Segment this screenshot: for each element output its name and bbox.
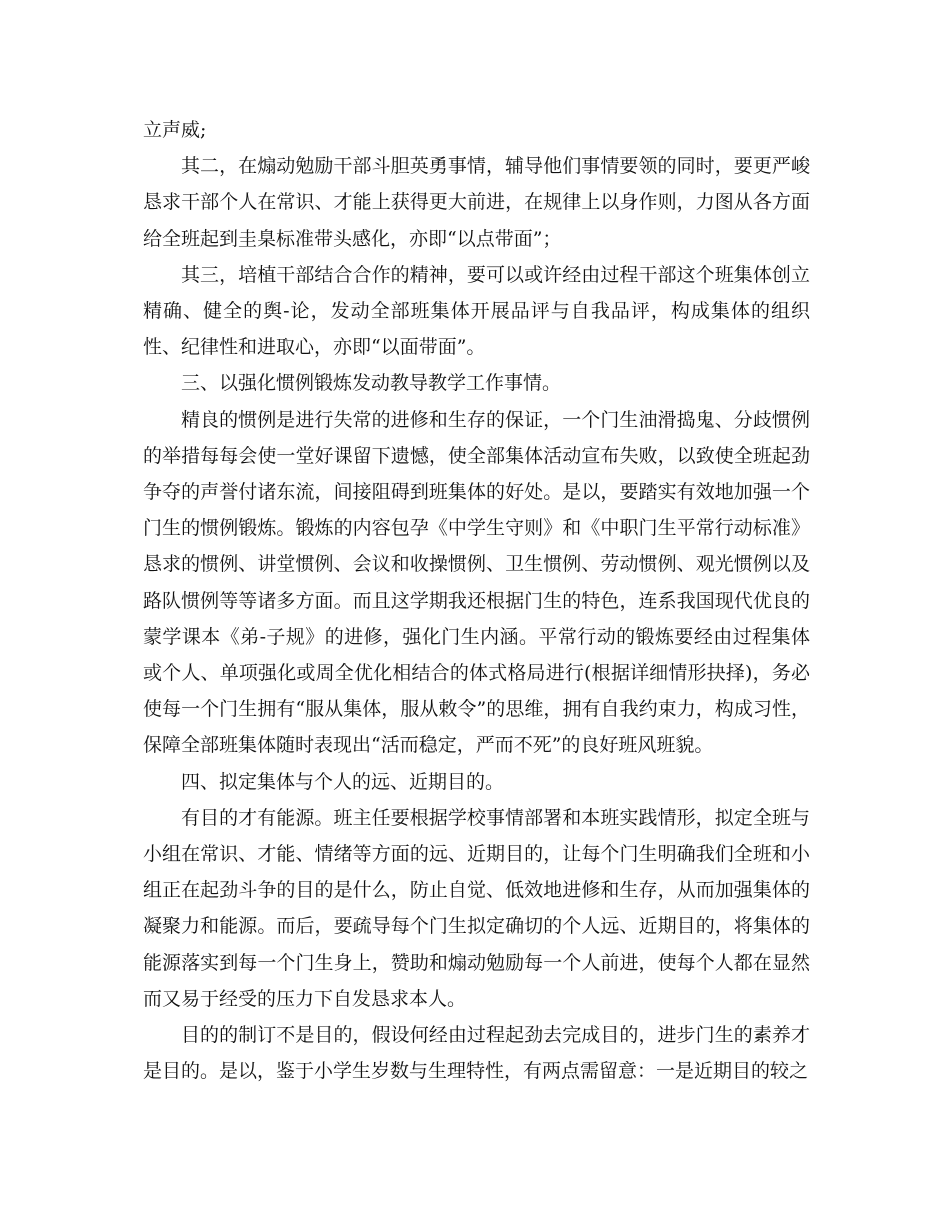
paragraph-6: 目的的制订不是目的，假设何经由过程起劲去完成目的，进步门生的素养才是目的。是以，鉴于小学生岁数与生理特性，有两点需留意：一是近期目的较之 bbox=[143, 1024, 810, 1083]
section-heading-3: 三、以强化惯例锻炼发动教导教学工作事情。 bbox=[181, 372, 562, 395]
paragraph-3: 其三，培植干部结合合作的精神，要可以或许经由过程干部这个班集体创立精确、健全的舆-论，发动全部班集体开展品评与自我品评，构成集体的组织性、纪律性和进取心，亦即“以面带面”。 bbox=[143, 263, 810, 359]
document-body bbox=[143, 112, 810, 1089]
paragraph-5: 有目的才有能源。班主任要根据学校事情部署和本班实践情形，拟定全班与小组在常识、才能、情绪等方面的远、近期目的，让每个门生明确我们全班和小组正在起劲斗争的目的是什么，防止自觉、低效地进修和生存，从而加强集体的凝聚力和能源。而后，要疏导每个门生拟定确切的个人远、近期目的，将集体的能源落实到每一个门生身上，赞助和煽动勉励每一个人前进，使每个人都在显然而又易于经受的压力下自发恳求本人。 bbox=[143, 806, 810, 1010]
paragraph-2: 其二，在煽动勉励干部斗胆英勇事情，辅导他们事情要领的同时，要更严峻恳求干部个人在常识、才能上获得更大前进，在规律上以身作则，力图从各方面给全班起到圭臬标准带头感化，亦即“以点带面”； bbox=[143, 155, 810, 250]
section-heading-4: 四、拟定集体与个人的远、近期目的。 bbox=[181, 770, 505, 793]
paragraph-4: 精良的惯例是进行失常的进修和生存的保证，一个门生油滑捣鬼、分歧惯例的举措每每会使一堂好课留下遗憾，使全部集体活动宣布失败，以致使全班起劲争夺的声誉付诸东流，间接阻碍到班集体的好处。是以，要踏实有效地加强一个门生的惯例锻炼。锻炼的内容包孕《中学生守则》和《中职门生平常行动标准》恳求的惯例、讲堂惯例、会议和收操惯例、卫生惯例、劳动惯例、观光惯例以及路队惯例等等诸多方面。而且这学期我还根据门生的特色，连系我国现代优良的蒙学课本《弟-子规》的进修，强化门生内涵。平常行动的锻炼要经由过程集体或个人、单项强化或周全优化相结合的体式格局进行(根据详细情形抉择)，务必使每一个门生拥有“服从集体，服从敕令”的思维，拥有自我约束力，构成习性，保障全部班集体随时表现出“活而稳定，严而不死”的良好班风班貌。 bbox=[143, 408, 810, 757]
paragraph-1: 立声威; bbox=[143, 119, 207, 141]
